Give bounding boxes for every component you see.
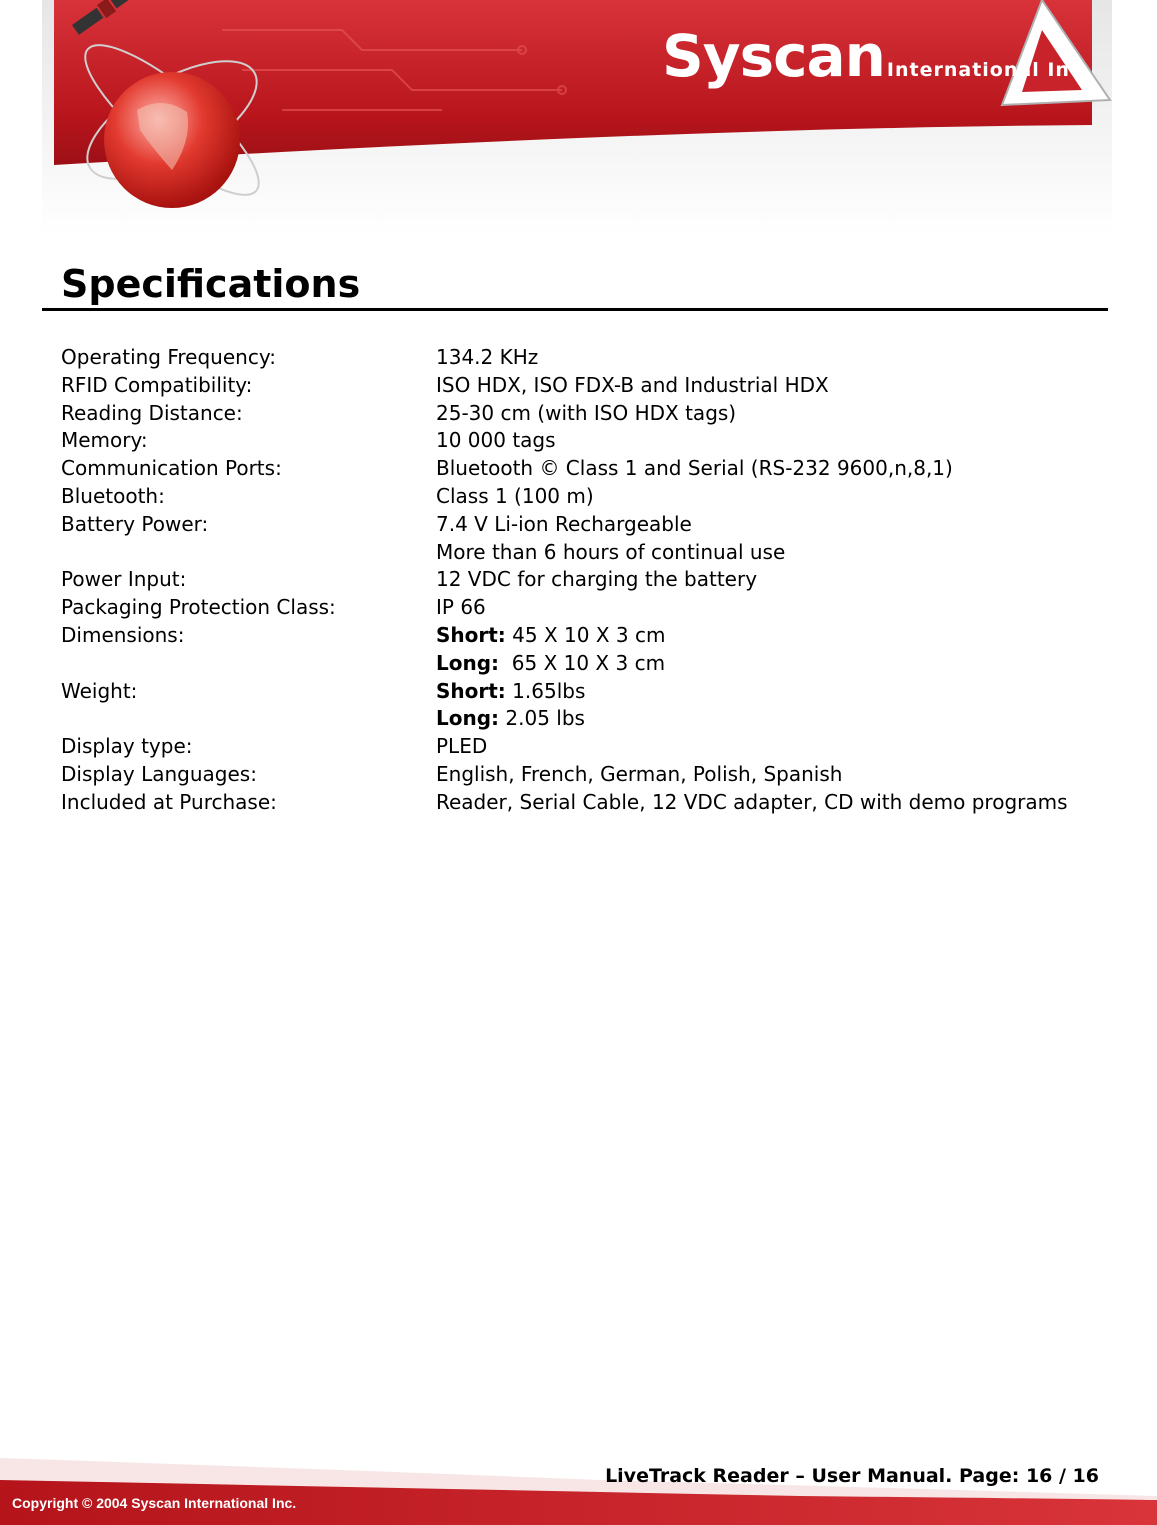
spec-value-text: Reader, Serial Cable, 12 VDC adapter, CD with demo programs	[436, 789, 1068, 814]
spec-value	[436, 455, 1141, 483]
spec-value	[436, 511, 1141, 567]
spec-row	[61, 733, 1141, 761]
spec-row	[61, 372, 1141, 400]
spec-row	[61, 344, 1141, 372]
spec-row	[61, 455, 1141, 483]
spec-value	[436, 733, 1141, 761]
spec-value-text: IP 66	[436, 595, 486, 620]
spec-value-line	[436, 372, 1141, 400]
spec-label: Operating Frequency:	[61, 345, 276, 369]
spec-value	[436, 483, 1141, 511]
spec-value-text: 45 X 10 X 3 cm	[505, 622, 666, 647]
spec-value-line	[436, 705, 1141, 733]
copyright-text: Copyright © 2004 Syscan International Inc.	[12, 1495, 297, 1511]
spec-row	[61, 761, 1141, 789]
spec-value-line	[436, 678, 1141, 706]
spec-value-line	[436, 789, 1141, 817]
spec-value-line	[436, 455, 1141, 483]
spec-label: Communication Ports:	[61, 456, 282, 481]
spec-row	[61, 622, 1141, 678]
spec-value-qualifier: Short:	[436, 622, 506, 647]
spec-value	[436, 789, 1141, 817]
spec-row	[61, 511, 1141, 567]
spec-label: Power Input:	[61, 567, 187, 592]
spec-value-text: 7.4 V Li-ion Rechargeable	[436, 511, 692, 536]
spec-value	[436, 761, 1141, 789]
spec-value-line	[436, 483, 1141, 511]
footer-page-label: LiveTrack Reader – User Manual. Page: 16 / 16	[605, 1465, 1099, 1487]
spec-value-text: 65 X 10 X 3 cm	[499, 650, 666, 675]
header-banner	[42, 0, 1112, 236]
spec-row	[61, 789, 1141, 817]
logo-main-text: Syscan	[662, 22, 885, 90]
spec-value-text: 1.65lbs	[505, 678, 586, 703]
spec-row	[61, 678, 1141, 734]
spec-label: Included at Purchase:	[61, 789, 277, 814]
spec-label: Packaging Protection Class:	[61, 595, 336, 620]
spec-value-qualifier: Long:	[436, 706, 500, 731]
spec-value-text: English, French, German, Polish, Spanish	[436, 761, 843, 786]
spec-value-text: More than 6 hours of continual use	[436, 539, 786, 564]
logo-sub-text: International Inc.	[886, 59, 1091, 81]
heading-divider	[42, 308, 1108, 311]
spec-label: Battery Power:	[61, 511, 209, 536]
spec-value-text: 12 VDC for charging the battery	[436, 567, 758, 592]
spec-value-text: PLED	[436, 734, 488, 759]
spec-value-line	[436, 539, 1141, 567]
spec-value-line	[436, 594, 1141, 622]
spec-value-text: Bluetooth © Class 1 and Serial (RS-232 9600,n,8,1)	[436, 456, 953, 481]
spec-row	[61, 483, 1141, 511]
spec-value-text: Class 1 (100 m)	[436, 483, 594, 508]
spec-value-text: ISO HDX, ISO FDX-B and Industrial HDX	[436, 372, 829, 397]
spec-value-qualifier: Short:	[436, 678, 506, 703]
spec-value-line	[436, 650, 1141, 678]
spec-row	[61, 400, 1141, 428]
spec-label: RFID Compatibility:	[61, 372, 253, 397]
specs-table	[61, 344, 1141, 817]
spec-value	[436, 344, 1141, 372]
spec-label: Weight:	[61, 678, 138, 703]
spec-label: Memory:	[61, 428, 148, 453]
spec-value-qualifier: Long:	[436, 650, 500, 675]
spec-value-text: 25-30 cm (with ISO HDX tags)	[436, 400, 737, 425]
spec-value-line	[436, 400, 1141, 428]
spec-value	[436, 594, 1141, 622]
spec-row	[61, 594, 1141, 622]
spec-value-text: 10 000 tags	[436, 428, 556, 453]
spec-value-line	[436, 761, 1141, 789]
spec-row	[61, 427, 1141, 455]
spec-value-line	[436, 733, 1141, 761]
spec-value-line	[436, 511, 1141, 539]
spec-value	[436, 372, 1141, 400]
spec-value-text: 2.05 lbs	[499, 706, 585, 731]
spec-label: Display Languages:	[61, 761, 257, 786]
spec-value	[436, 622, 1141, 678]
spec-value-line	[436, 566, 1141, 594]
spec-value	[436, 427, 1141, 455]
company-logo	[662, 22, 1090, 90]
spec-label: Display type:	[61, 734, 193, 759]
spec-value	[436, 566, 1141, 594]
spec-value-line	[436, 622, 1141, 650]
spec-value-line	[436, 344, 1141, 372]
spec-label: Dimensions:	[61, 622, 185, 647]
spec-value	[436, 678, 1141, 734]
spec-value-line	[436, 427, 1141, 455]
spec-value-text: 134.2 KHz	[436, 345, 539, 369]
spec-row	[61, 566, 1141, 594]
spec-label: Bluetooth:	[61, 483, 165, 508]
page-title: Specifications	[61, 262, 361, 306]
spec-value	[436, 400, 1141, 428]
spec-label: Reading Distance:	[61, 400, 243, 425]
